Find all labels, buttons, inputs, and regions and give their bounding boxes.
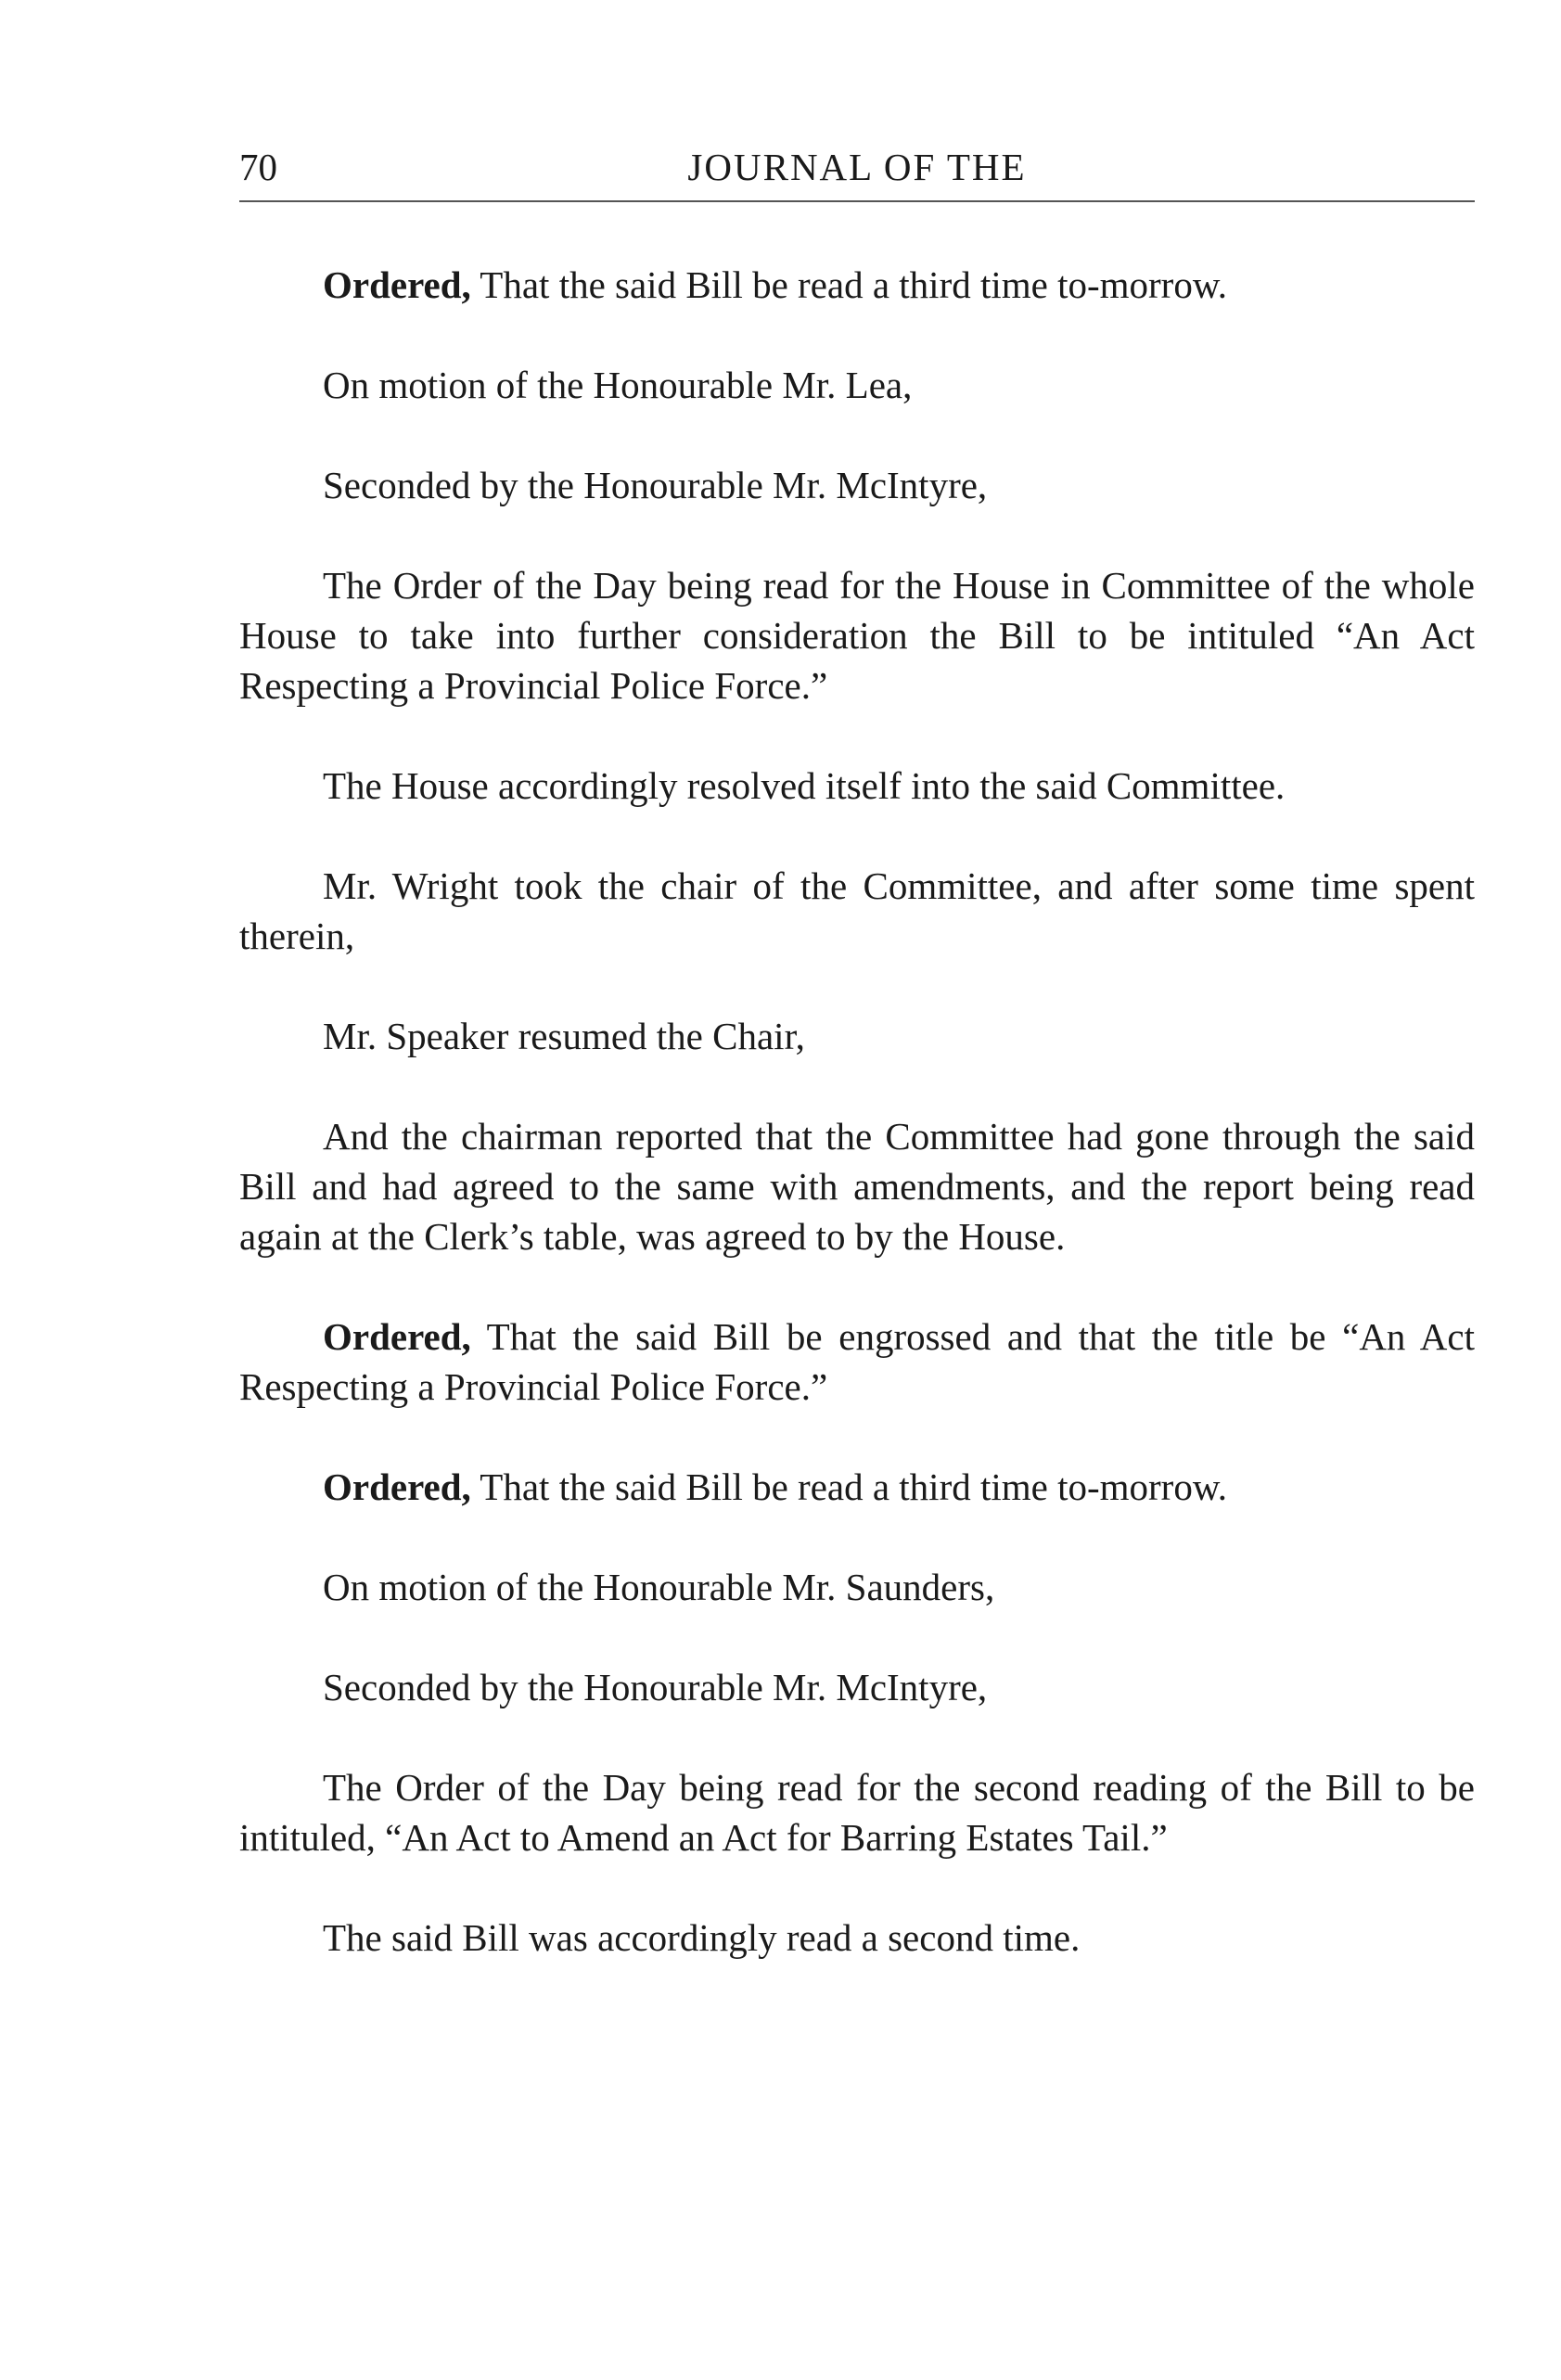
paragraph-motion [239,1562,1475,1612]
paragraph-chair-taken [239,861,1475,961]
paragraph-second-reading [239,1913,1475,1963]
page-header [239,139,1475,195]
paragraph-text: That the said Bill be read a third time to-morrow. [470,1465,1228,1508]
ordered-label: Ordered, [323,1465,471,1508]
running-head: JOURNAL OF THE [687,146,1027,188]
paragraph-text: Seconded by the Honourable Mr. McIntyre, [323,1666,988,1708]
ordered-label: Ordered, [323,263,471,306]
paragraph-text: On motion of the Honourable Mr. Saunders, [323,1566,995,1608]
paragraph-text: On motion of the Honourable Mr. Lea, [323,364,913,406]
paragraph-seconded [239,1662,1475,1712]
journal-body [239,260,1475,2013]
paragraph-text: The said Bill was accordingly read a second time. [323,1916,1081,1959]
paragraph-house-resolved [239,761,1475,811]
paragraph-motion [239,360,1475,410]
paragraph-order-of-day [239,1762,1475,1862]
paragraph-text: The House accordingly resolved itself into the said Committee. [323,764,1286,807]
paragraph-chairman-reported [239,1111,1475,1261]
paragraph-text: That the said Bill be read a third time to-morrow. [470,263,1228,306]
paragraph-ordered-third-reading [239,1462,1475,1512]
paragraph-seconded [239,460,1475,510]
paragraph-ordered-third-reading [239,260,1475,310]
page-number: 70 [239,146,277,188]
paragraph-text: That the said Bill be engrossed and that the title be “An Act Respecting a Provincial Police Force.” [239,1315,1475,1408]
paragraph-text: Mr. Wright took the chair of the Committee, and after some time spent therein, [239,864,1475,957]
header-rule [239,200,1475,202]
paragraph-speaker-resumed [239,1011,1475,1061]
paragraph-text: The Order of the Day being read for the House in Committee of the whole House to take into further consideration the Bill to be intituled “An Act Respecting a Provincial Police Force.” [239,564,1475,707]
paragraph-order-of-day [239,560,1475,710]
paragraph-text: The Order of the Day being read for the second reading of the Bill to be intituled, “An Act to Amend an Act for Barring Estates Tail.” [239,1766,1475,1859]
paragraph-text: Mr. Speaker resumed the Chair, [323,1015,805,1057]
paragraph-ordered-engrossed [239,1312,1475,1412]
ordered-label: Ordered, [323,1315,471,1358]
paragraph-text: And the chairman reported that the Committee had gone through the said Bill and had agreed to the same with amendments, and the report being read again at the Clerk’s table, was agreed to by the House. [239,1115,1475,1258]
paragraph-text: Seconded by the Honourable Mr. McIntyre, [323,464,988,506]
